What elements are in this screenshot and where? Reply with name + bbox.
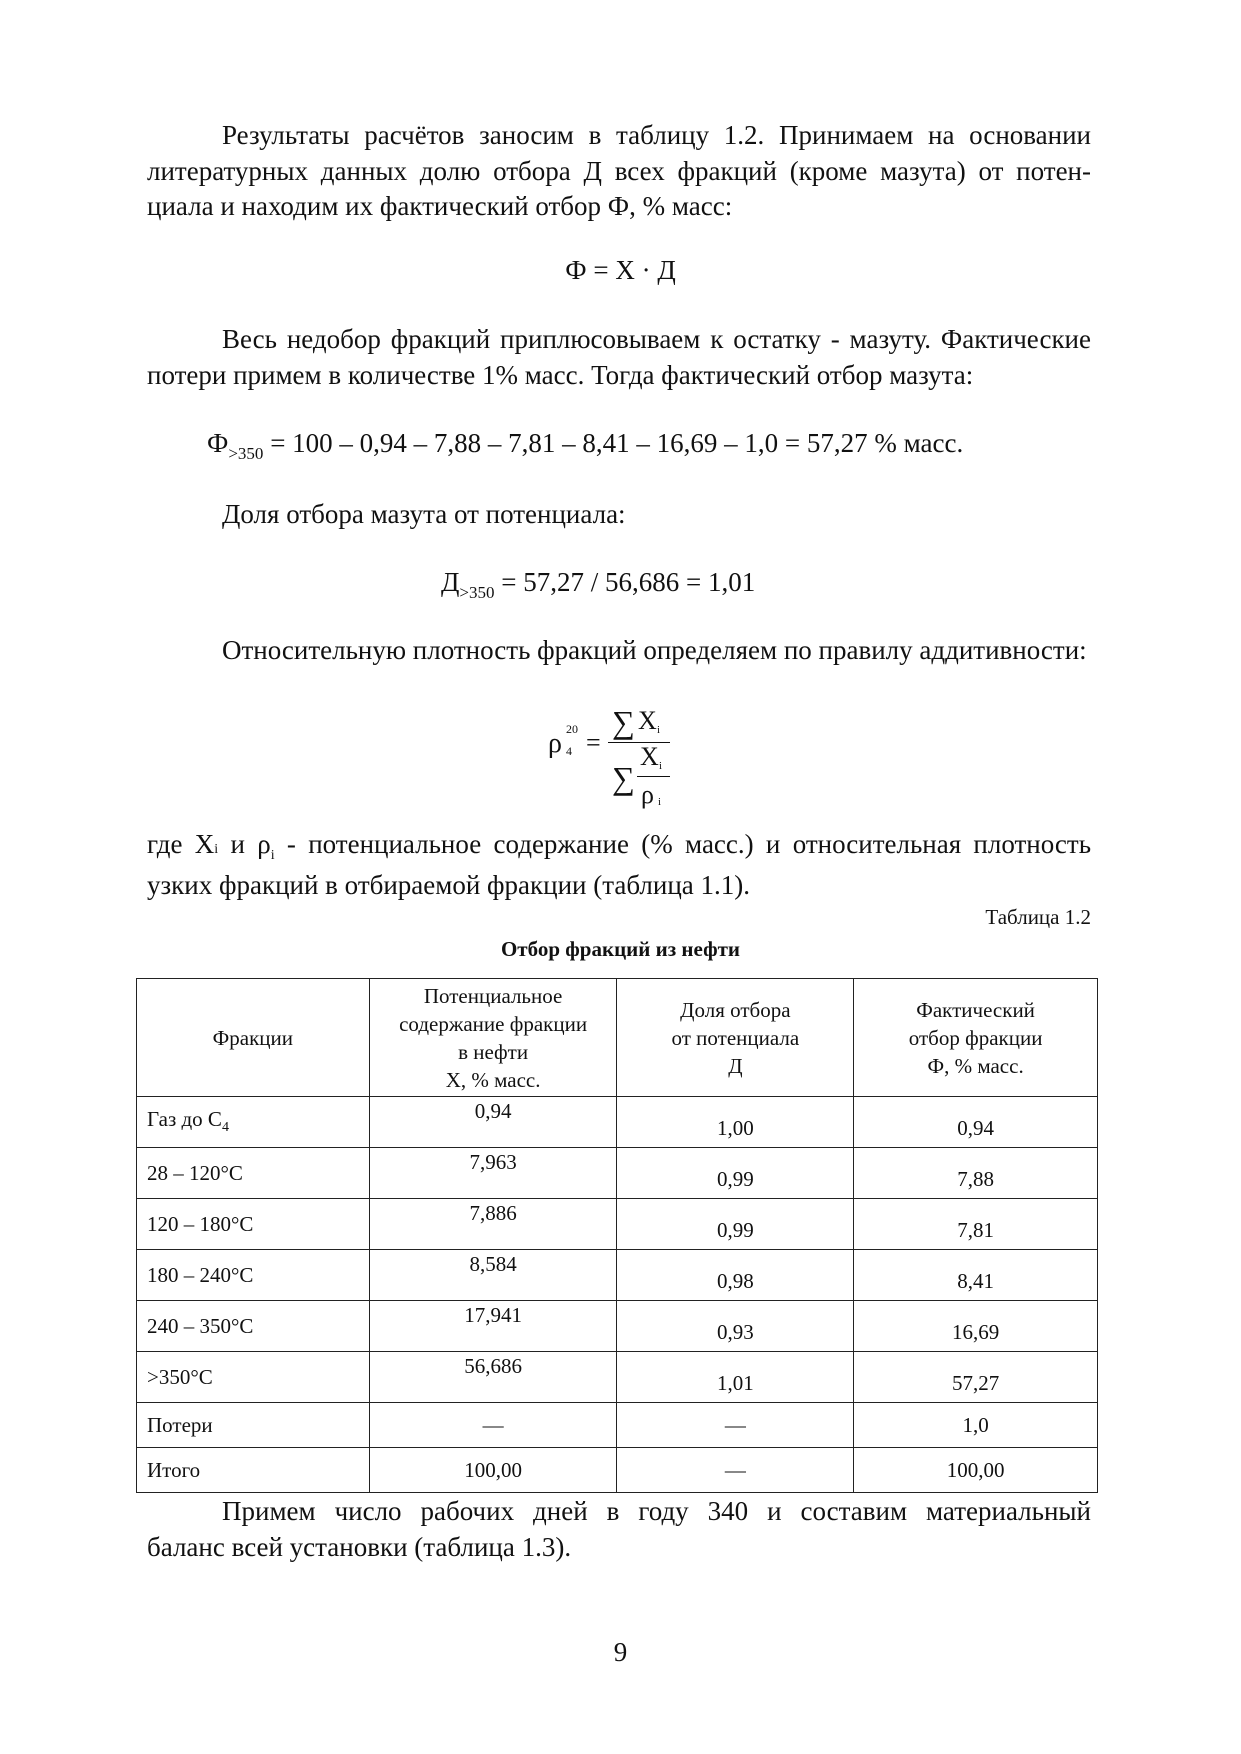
paragraph-share bbox=[147, 497, 1091, 533]
cell-potential: 8,584 bbox=[369, 1250, 617, 1301]
table-row bbox=[137, 1301, 1098, 1352]
rho-sup: 20 bbox=[566, 722, 578, 736]
paragraph-where-line-1: где Xi и $\rho_i$ - потенциальное содержание (% масс.) и относительная плотность bbox=[147, 829, 1092, 863]
fractions-table bbox=[136, 978, 1098, 1493]
header-fractions: Фракции bbox=[137, 979, 370, 1097]
equals-sign: = bbox=[586, 728, 601, 757]
formula-residue-lhs: Ф bbox=[207, 428, 229, 458]
cell-potential: 7,963 bbox=[369, 1148, 617, 1199]
formula-yield: Ф = Х · Д bbox=[565, 255, 676, 285]
paragraph-intro-line-2: литературных данных долю отбора Д всех фракций (кроме мазута) от потен- bbox=[147, 155, 1091, 186]
table-caption: Таблица 1.2 bbox=[985, 905, 1091, 929]
cell-actual: 100,00 bbox=[854, 1448, 1098, 1493]
header-potential-content: Потенциальное содержание фракции в нефти Х, % масс. bbox=[369, 979, 617, 1097]
cell-actual: 57,27 bbox=[854, 1352, 1098, 1403]
cell-fraction: Итого bbox=[137, 1448, 370, 1493]
cell-share: 0,98 bbox=[617, 1250, 854, 1301]
cell-share: 1,00 bbox=[617, 1097, 854, 1148]
formula-share-rhs: = 57,27 / 56,686 = 1,01 bbox=[494, 567, 756, 597]
cell-actual: 7,88 bbox=[854, 1148, 1098, 1199]
paragraph-balance bbox=[147, 1494, 1091, 1565]
sum-icon: ∑ bbox=[612, 760, 635, 796]
cell-potential: 56,686 bbox=[369, 1352, 617, 1403]
table-row bbox=[137, 1148, 1098, 1199]
rho-symbol: ρ bbox=[548, 728, 562, 759]
numerator-x: X bbox=[638, 706, 657, 735]
header-yield-share: Доля отбора от потенциала Д bbox=[617, 979, 854, 1097]
page-number: 9 bbox=[613, 1637, 628, 1667]
numerator-i: i bbox=[657, 724, 661, 736]
cell-fraction: >350°С bbox=[137, 1352, 370, 1403]
denominator-x: X bbox=[640, 742, 659, 771]
header-actual-yield: Фактический отбор фракции Ф, % масс. bbox=[854, 979, 1098, 1097]
cell-share: 0,93 bbox=[617, 1301, 854, 1352]
formula-share-sub: >350 bbox=[459, 583, 495, 602]
cell-share: 1,01 bbox=[617, 1352, 854, 1403]
rho-index: i bbox=[270, 848, 275, 863]
inner-fraction-bar bbox=[637, 776, 670, 777]
cell-fraction: 120 – 180°С bbox=[137, 1199, 370, 1250]
cell-potential: 7,886 bbox=[369, 1199, 617, 1250]
cell-potential: 100,00 bbox=[369, 1448, 617, 1493]
paragraph-density bbox=[147, 633, 1091, 669]
paragraph-balance-line-1: Примем число рабочих дней в году 340 и составим материальный bbox=[222, 1496, 1091, 1526]
x-index: i bbox=[214, 842, 219, 857]
paragraph-losses bbox=[147, 322, 1091, 393]
cell-potential: 17,941 bbox=[369, 1301, 617, 1352]
fraction-bar bbox=[608, 742, 670, 743]
table-row bbox=[137, 1097, 1098, 1148]
cell-actual: 0,94 bbox=[854, 1097, 1098, 1148]
sum-icon: ∑ bbox=[612, 704, 635, 740]
paragraph-losses-line-1: Весь недобор фракций приплюсовываем к остатку - мазуту. Фактические bbox=[222, 324, 1091, 354]
formula-residue-rhs: = 100 – 0,94 – 7,88 – 7,81 – 8,41 – 16,69 – 1,0 = 57,27 % масс. bbox=[263, 428, 964, 458]
formula-residue-share bbox=[441, 566, 755, 602]
cell-potential: — bbox=[369, 1403, 617, 1448]
table-row-total bbox=[137, 1448, 1098, 1493]
formula-share-lhs: Д bbox=[441, 567, 460, 597]
cell-actual: 8,41 bbox=[854, 1250, 1098, 1301]
cell-fraction: 28 – 120°С bbox=[137, 1148, 370, 1199]
cell-share: 0,99 bbox=[617, 1148, 854, 1199]
paragraph-intro-line-1: Результаты расчётов заносим в таблицу 1.2. Принимаем на основании bbox=[222, 120, 1091, 150]
denominator-rho: ρ bbox=[641, 780, 654, 809]
cell-fraction: 180 – 240°С bbox=[137, 1250, 370, 1301]
cell-fraction: 240 – 350°С bbox=[137, 1301, 370, 1352]
cell-actual: 1,0 bbox=[854, 1403, 1098, 1448]
paragraph-losses-line-2: потери примем в количестве 1% масс. Тогда фактический отбор мазута: bbox=[147, 359, 974, 390]
cell-potential: 0,94 bbox=[369, 1097, 617, 1148]
table-row bbox=[137, 1403, 1098, 1448]
cell-actual: 7,81 bbox=[854, 1199, 1098, 1250]
paragraph-intro-line-3: циала и находим их фактический отбор Ф, % масс: bbox=[147, 191, 733, 221]
denominator-rho-i: i bbox=[658, 796, 662, 808]
formula-residue-yield bbox=[207, 427, 963, 463]
formula-residue-sub: >350 bbox=[228, 444, 264, 463]
table-row bbox=[137, 1250, 1098, 1301]
table-header-row bbox=[137, 979, 1098, 1097]
rho-sub: 4 bbox=[566, 744, 572, 758]
cell-share: 0,99 bbox=[617, 1199, 854, 1250]
paragraph-where-line-2: узких фракций в отбираемой фракции (таблица 1.1). bbox=[147, 869, 751, 900]
cell-fraction: Потери bbox=[137, 1403, 370, 1448]
paragraph-share-text: Доля отбора мазута от потенциала: bbox=[222, 499, 626, 529]
paragraph-density-text: Относительную плотность фракций определяем по правилу аддитивности: bbox=[222, 635, 1087, 665]
table-row bbox=[137, 1199, 1098, 1250]
denominator-x-i: i bbox=[659, 760, 663, 772]
paragraph-where bbox=[147, 827, 1091, 903]
cell-actual: 16,69 bbox=[854, 1301, 1098, 1352]
table-row bbox=[137, 1352, 1098, 1403]
cell-fraction: Газ до $С_4$ bbox=[137, 1097, 370, 1148]
paragraph-balance-line-2: баланс всей установки (таблица 1.3). bbox=[147, 1531, 572, 1562]
paragraph-intro bbox=[147, 118, 1091, 225]
cell-share: — bbox=[617, 1403, 854, 1448]
cell-share: — bbox=[617, 1448, 854, 1493]
formula-density bbox=[540, 700, 740, 820]
table-title: Отбор фракций из нефти bbox=[500, 937, 741, 961]
